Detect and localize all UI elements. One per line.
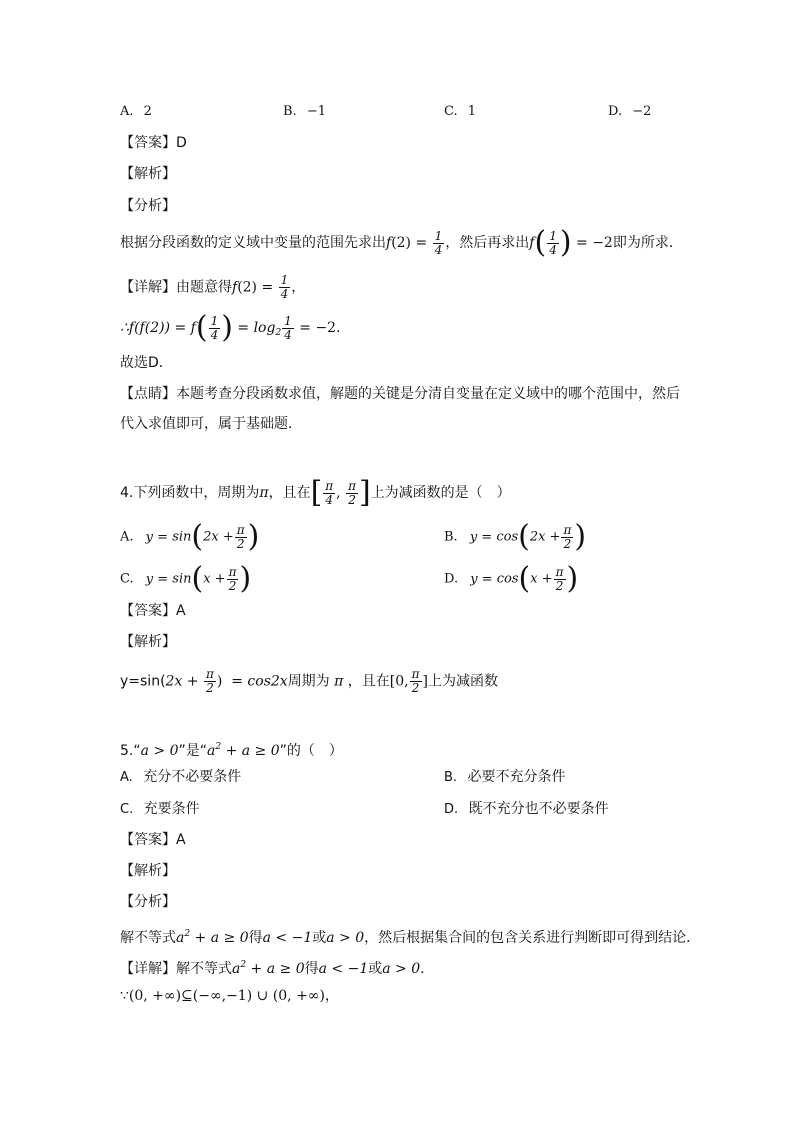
xiangjie-tag: 【详解】	[120, 279, 176, 296]
option-value: 1	[467, 104, 477, 119]
text: 解不等式	[120, 930, 176, 946]
text: 解不等式	[176, 961, 232, 977]
q5-jiexi: 【解析】	[120, 863, 176, 879]
option-letter: D.	[608, 104, 623, 119]
text: 得	[304, 961, 319, 977]
paren: )	[574, 519, 587, 554]
q3-xiangjie: 【详解】由题意得f(2) = $\frac{1}{4}$ ，	[120, 273, 306, 301]
bracket: [	[310, 475, 323, 510]
math-f: f	[232, 279, 238, 296]
fraction-pi-2: $\frac{\pi}{2}$	[348, 478, 356, 507]
q3-dianjing-1	[120, 384, 680, 404]
fraction-pi-2: $\frac{\pi}{2}$	[563, 522, 572, 551]
text: 或	[312, 930, 327, 946]
math-arg: x +	[530, 571, 553, 587]
paren: (	[534, 225, 547, 260]
q4-solution: y=sin(2x + $\frac{\pi}{2}$ ) = cos2x周期为 π ，且在[0, $\frac{\pi}{2}$ ]上为减函数	[120, 667, 498, 695]
math-text: ∴f(f(2)) = f	[120, 320, 196, 336]
paren: (	[191, 519, 204, 554]
answer-value: D	[176, 135, 187, 151]
math-lt: a < −1	[262, 930, 313, 946]
math-y: y =	[469, 529, 497, 545]
math-func: sin	[172, 571, 192, 587]
paren: )	[566, 561, 579, 596]
text: ”是“	[178, 743, 208, 759]
q3-answer	[120, 133, 187, 153]
text: y=sin(	[120, 673, 166, 690]
option-text: 充要条件	[143, 801, 200, 817]
math-pi: π	[334, 673, 344, 690]
q5-option-d	[444, 799, 609, 820]
q3-fenxi: 【分析】	[120, 198, 176, 214]
q3-jiexi: 【解析】	[120, 166, 176, 182]
fraction-pi-2: $\frac{\pi}{2}$	[205, 667, 214, 695]
option-letter: C.	[120, 802, 134, 817]
q5-answer	[120, 830, 186, 850]
fraction-1-4: $\frac{1}{4}$	[549, 228, 557, 257]
math-arg: 2x +	[529, 529, 561, 545]
fraction-1-4: $\frac{1}{4}$	[434, 228, 443, 257]
q3-dianjing-2: 代入求值即可，属于基础题．	[120, 416, 302, 432]
math-pi: π	[259, 485, 269, 501]
math-f2: f	[386, 235, 392, 251]
answer-tag: 【答案】	[120, 832, 176, 848]
paren: (	[518, 519, 530, 554]
option-letter: C.	[120, 571, 134, 587]
math-cond1: a > 0	[140, 743, 179, 759]
q4-option-c	[120, 561, 252, 596]
paren: )	[247, 519, 260, 554]
math-gt: a > 0	[382, 961, 421, 977]
text: ”的（ ）	[279, 743, 343, 759]
q5-option-a	[120, 767, 241, 788]
q5-because	[120, 986, 339, 1006]
q3-fenxi-text: 根据分段函数的定义域中变量的范围先求出f(2) = $\frac{1}{4}$ ，然后再求出f( $\frac{1}{4}$ ) = −2即为所求．	[120, 225, 683, 260]
q3-option-d	[608, 102, 651, 122]
q4-jiexi: 【解析】	[120, 634, 176, 650]
fraction-1-4: $\frac{1}{4}$	[280, 273, 289, 301]
option-letter: A.	[120, 770, 133, 785]
text: 上为减函数的是（ ）	[370, 485, 511, 501]
option-letter: B.	[444, 770, 458, 785]
math-arg: x +	[203, 571, 226, 587]
xiangjie-tag: 【详解】	[120, 961, 176, 977]
math-func: cos	[496, 529, 519, 545]
math-text: ∵(0, +∞)⊆(−∞,−1) ∪ (0, +∞)，	[120, 988, 339, 1004]
math-y: y =	[470, 571, 497, 587]
math-func: sin	[172, 529, 192, 545]
q5-stem	[120, 737, 343, 761]
fraction-pi-2: $\frac{\pi}{2}$	[555, 564, 564, 593]
subscript: 2	[275, 328, 282, 338]
fraction-pi-4: $\frac{\pi}{4}$	[325, 478, 334, 507]
text: ，然后根据集合间的包含关系进行判断即可得到结论．	[364, 930, 701, 946]
math-y: y =	[145, 571, 173, 587]
fraction-1-4: $\frac{1}{4}$	[284, 313, 292, 342]
dianjing-tag: 【点睛】	[120, 386, 176, 402]
option-value: 2	[143, 104, 152, 119]
text: 或	[368, 961, 383, 977]
option-letter: A.	[120, 529, 134, 545]
math-func: cos	[496, 571, 519, 587]
math-cos: cos2x	[247, 673, 288, 690]
q3-therefore: ∴f(f(2)) = f( $\frac{1}{4}$ ) = $\log_2$ $\frac{1}{4}$ = −2．	[120, 310, 351, 345]
math-y: y =	[145, 529, 173, 545]
fraction-pi-2: $\frac{\pi}{2}$	[411, 667, 420, 695]
option-text: 充分不必要条件	[143, 769, 242, 785]
q5-option-b	[444, 767, 566, 788]
option-value: −1	[306, 104, 326, 119]
text: 得	[248, 930, 263, 946]
option-text: 必要不充分条件	[467, 769, 566, 785]
q5-xiangjie	[120, 955, 434, 979]
text: 4.下列函数中，周期为	[120, 485, 260, 501]
paren: (	[518, 561, 531, 596]
answer-value: A	[176, 832, 186, 848]
paren: )	[221, 310, 233, 345]
math-ineq: $a^2 + a \ge 0$	[176, 929, 249, 946]
q3-option-a	[120, 102, 152, 122]
fraction-1-4: $\frac{1}{4}$	[210, 313, 219, 342]
math-arg: 2x +	[203, 529, 234, 545]
answer-tag: 【答案】	[120, 603, 176, 619]
text: 本题考查分段函数求值，解题的关键是分清自变量在定义域中的哪个范围中，然后	[176, 386, 680, 402]
paren: (	[191, 561, 204, 596]
text: 5.“	[120, 743, 141, 759]
text: ，且在	[347, 673, 390, 690]
text: 根据分段函数的定义域中变量的范围先求出	[120, 235, 386, 251]
math-gt: a > 0	[326, 930, 365, 946]
q4-option-a	[120, 519, 260, 554]
text: ，且在	[268, 485, 311, 501]
q5-option-c	[120, 799, 200, 820]
paren: )	[559, 225, 572, 260]
text: ，然后再求出	[445, 235, 530, 251]
q5-fenxi-text	[120, 924, 700, 948]
text: 周期为	[287, 673, 330, 690]
math-log: log	[253, 320, 276, 336]
math-arg: 2x +	[165, 673, 203, 690]
q3-conclusion: 故选D．	[120, 355, 173, 371]
q4-option-d	[444, 561, 579, 596]
fraction-pi-2: $\frac{\pi}{2}$	[236, 522, 245, 551]
paren: )	[239, 561, 252, 596]
option-letter: C.	[444, 104, 458, 119]
fraction-pi-2: $\frac{\pi}{2}$	[228, 564, 237, 593]
answer-value: A	[176, 603, 186, 619]
q5-fenxi: 【分析】	[120, 894, 176, 910]
text: 由题意得	[176, 279, 232, 296]
text: ．	[420, 961, 435, 977]
q3-option-c	[444, 102, 476, 122]
option-letter: B.	[283, 104, 297, 119]
paren: (	[195, 310, 208, 345]
answer-tag: 【答案】	[120, 135, 176, 151]
option-value: −2	[632, 104, 652, 119]
q4-answer	[120, 601, 186, 621]
q3-option-b	[283, 102, 326, 122]
option-letter: D.	[444, 802, 459, 817]
math-f: f	[529, 235, 535, 251]
q4-stem: 4.下列函数中，周期为π，且在[ $\frac{\pi}{4}$ , $\frac{\pi}{2}$ ]上为减函数的是（ ）	[120, 475, 511, 510]
math-cond2: $a^2 + a \ge 0$	[207, 742, 280, 759]
option-text: 既不充分也不必要条件	[468, 801, 609, 817]
math-ineq: $a^2 + a \ge 0$	[232, 960, 305, 977]
text: 即为所求．	[612, 235, 683, 251]
math-lt: a < −1	[318, 961, 369, 977]
q4-option-b	[444, 519, 587, 554]
option-letter: B.	[444, 529, 458, 545]
text: 上为减函数	[427, 673, 498, 690]
bracket: ]	[358, 475, 371, 510]
option-letter: D.	[444, 571, 459, 587]
option-letter: A.	[120, 104, 134, 119]
